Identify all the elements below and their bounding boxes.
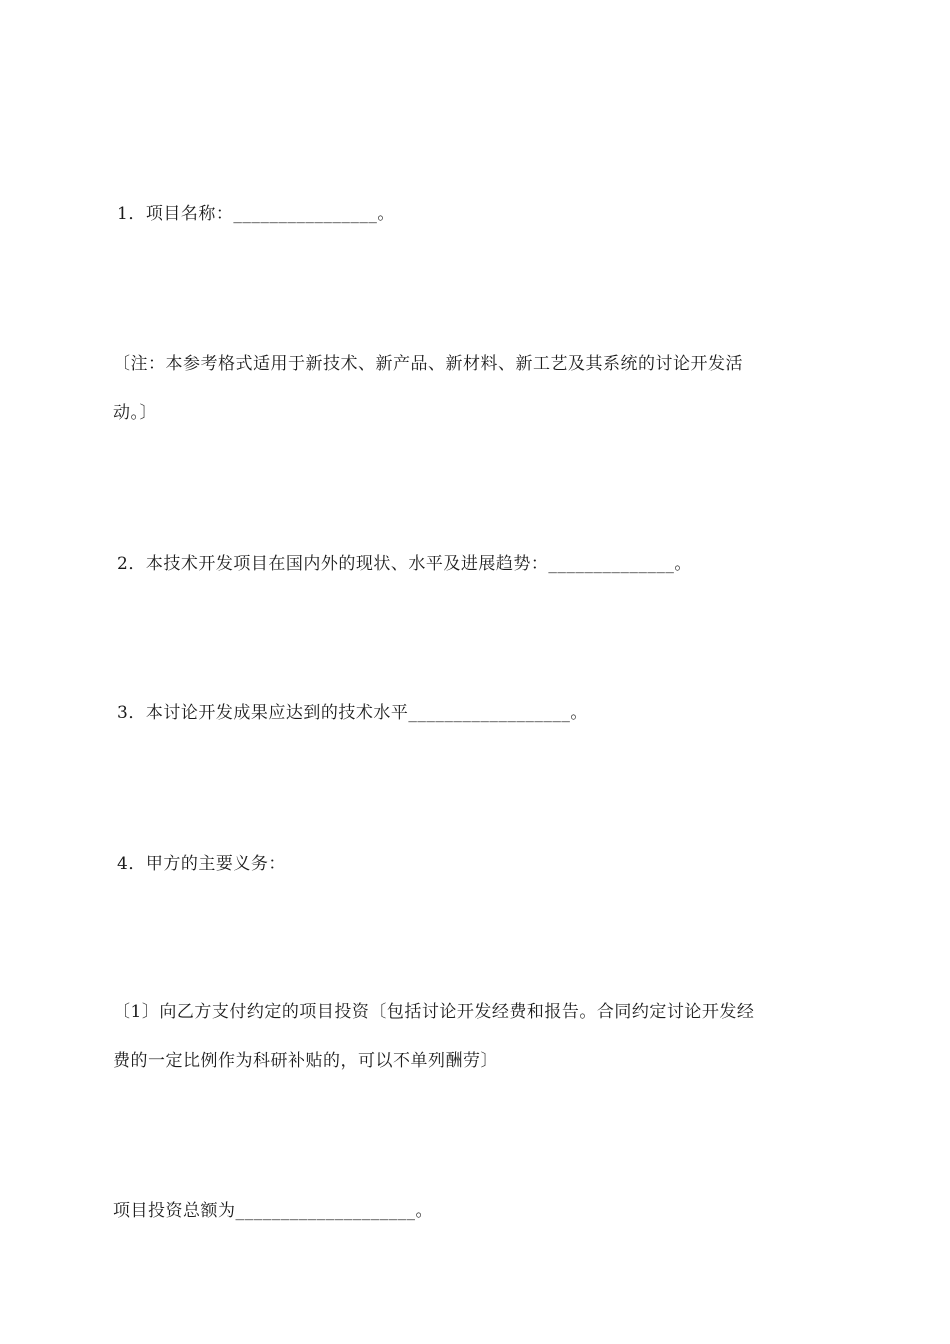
item-3-tech-level: 3．本讨论开发成果应达到的技术水平__________________。: [117, 703, 588, 723]
sub-item-1-line-2: 费的一定比例作为科研补贴的，可以不单列酬劳〕: [113, 1051, 498, 1071]
sub-item-1-line-1: 〔1〕向乙方支付约定的项目投资〔包括讨论开发经费和报告。合同约定讨论开发经: [113, 1002, 755, 1022]
item-2-status: 2．本技术开发项目在国内外的现状、水平及进展趋势：______________。: [117, 554, 692, 574]
item-1-project-name: 1．项目名称：________________。: [117, 204, 395, 224]
note-line-2: 动。〕: [113, 403, 157, 423]
investment-total: 项目投资总额为____________________。: [113, 1201, 433, 1221]
note-line-1: 〔注：本参考格式适用于新技术、新产品、新材料、新工艺及其系统的讨论开发活: [113, 354, 743, 374]
item-4-party-a-obligations: 4．甲方的主要义务：: [117, 854, 286, 874]
